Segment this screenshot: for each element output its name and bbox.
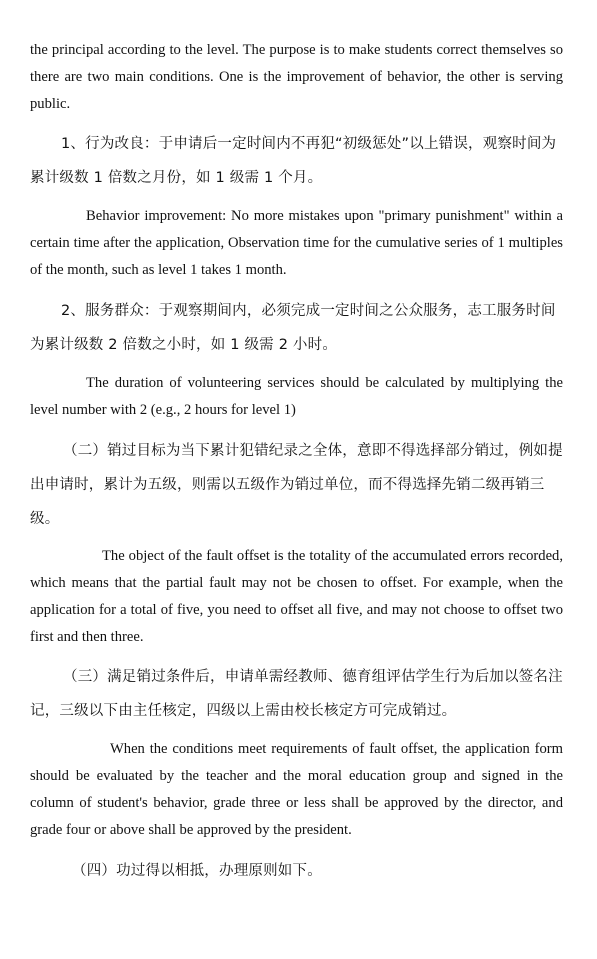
- paragraph-approval-en: When the conditions meet requirements of fault offset, the application form should be evaluated by the teacher and the moral education group and signed in the column of student's behavior, grade three or less shall be approved by the director, and grade four or above shall be approved by the president.: [30, 741, 563, 838]
- paragraph-behavior-improvement-zh: 1、行为改良：于申请后一定时间内不再犯“初级惩处”以上错误，观察时间为累计级数 1 倍数之月份，如 1 级需 1 个月。: [30, 136, 557, 186]
- paragraph-offset-target-en: The object of the fault offset is the totality of the accumulated errors recorded, which means that the partial fault may not be chosen to offset. For example, when the application for a total of five, you need to offset all five, and may not choose to offset two first and then three.: [30, 548, 563, 645]
- paragraph-offset-target-zh: （二）销过目标为当下累计犯错纪录之全体，意即不得选择部分销过，例如提出申请时，累计为五级，则需以五级作为销过单位，而不得选择先销二级再销三级。: [30, 443, 563, 527]
- paragraph-intro-en: the principal according to the level. The purpose is to make students correct themselves so there are two main conditions. One is the improvement of behavior, the other is serving public.: [30, 42, 563, 112]
- paragraph-serving-public-zh: 2、服务群众：于观察期间内，必须完成一定时间之公众服务，志工服务时间为累计级数 2 倍数之小时，如 1 级需 2 小时。: [30, 303, 556, 353]
- paragraph-behavior-improvement-en: Behavior improvement: No more mistakes upon "primary punishment" within a certain time after the application, Observation time for the cumulative series of 1 multiples of the month, such as level 1 takes 1 month.: [30, 208, 563, 278]
- paragraph-serving-public-en: The duration of volunteering services should be calculated by multiplying the level number with 2 (e.g., 2 hours for level 1): [30, 375, 563, 418]
- paragraph-approval-zh: （三）满足销过条件后，申请单需经教师、德育组评估学生行为后加以签名注记，三级以下由主任核定，四级以上需由校长核定方可完成销过。: [30, 669, 563, 719]
- paragraph-merit-offset-zh: （四）功过得以相抵，办理原则如下。: [72, 863, 322, 879]
